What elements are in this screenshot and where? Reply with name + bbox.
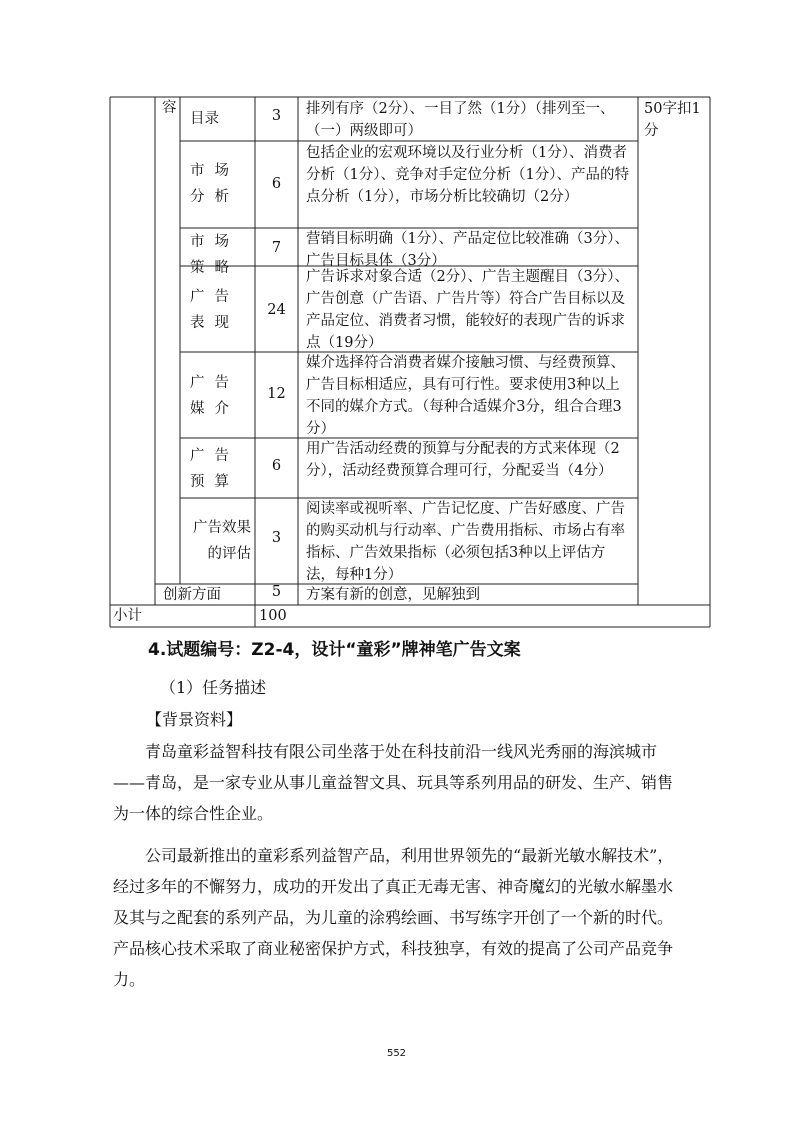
item-label: 广告预算 xyxy=(190,448,239,490)
innovation-criteria: 方案有新的创意，见解独到 xyxy=(306,587,480,603)
criteria-text: 广告诉求对象合适（2分）、广告主题醒目（3分）、广告创意（广告语、广告片等）符合广告目标以及产品定位、消费者习惯，能较好的表现广告的诉求点（19分） xyxy=(306,269,629,351)
background-heading: 【背景资料】 xyxy=(146,710,243,729)
criteria-text: 营销目标明确（1分）、产品定位比较准确（3分）、广告目标具体（3分） xyxy=(306,231,629,269)
criteria-text: 阅读率或视听率、广告记忆度、广告好感度、广告的购买动机与行动率、广告费用指标、市场占有率指标、广告效果指标（必须包括3种以上评估方法，每种1分） xyxy=(306,501,625,583)
innovation-score: 5 xyxy=(271,584,282,600)
score-value: 12 xyxy=(267,386,286,402)
subtotal-label: 小计 xyxy=(113,608,142,624)
criteria-text: 用广告活动经费的预算与分配表的方式来体现（2分），活动经费预算合理可行，分配妥当（4分） xyxy=(306,441,620,479)
section-heading: 4.试题编号：Z2-4，设计“童彩”牌神笔广告文案 xyxy=(148,640,521,660)
task-subheading: （1）任务描述 xyxy=(160,678,267,697)
item-label: 广告媒介 xyxy=(190,375,239,417)
innovation-label: 创新方面 xyxy=(163,587,221,603)
page-number: 552 xyxy=(386,1048,407,1059)
criteria-text: 排列有序（2分）、一目了然（1分）（排列至一、（一）两级即可） xyxy=(306,101,615,139)
item-label: 广告效果的评估 xyxy=(193,520,251,562)
score-value: 6 xyxy=(271,458,282,474)
item-label: 市场策略 xyxy=(190,234,239,276)
subtotal-score: 100 xyxy=(259,608,287,624)
item-label: 目录 xyxy=(190,111,219,127)
remark-text: 50字扣1分 xyxy=(644,101,701,139)
criteria-text: 媒介选择符合消费者媒介接触习惯、与经费预算、广告目标相适应，具有可行性。要求使用3种以上不同的媒介方式。（每种合适媒介3分，组合合理3分） xyxy=(306,355,625,437)
content-column-fragment: 容 xyxy=(162,100,177,116)
score-value: 3 xyxy=(271,530,282,546)
score-value: 3 xyxy=(271,108,282,124)
score-value: 6 xyxy=(271,176,282,192)
score-value: 7 xyxy=(271,240,282,256)
paragraph: 青岛童彩益智科技有限公司坐落于处在科技前沿一线风光秀丽的海滨城市——青岛，是一家专业从事儿童益智文具、玩具等系列用品的研发、生产、销售为一体的综合性企业。 xyxy=(113,742,674,823)
item-label: 广告表现 xyxy=(190,289,239,331)
score-value: 24 xyxy=(267,302,286,318)
item-label: 市场分析 xyxy=(190,163,239,205)
paragraph: 公司最新推出的童彩系列益智产品，利用世界领先的“最新光敏水解技术”，经过多年的不懈努力，成功的开发出了真正无毒无害、神奇魔幻的光敏水解墨水及其与之配套的系列产品，为儿童的涂鸦绘画、书写练字开创了一个新的时代。产品核心技术采取了商业秘密保护方式，科技独享，有效的提高了公司产品竞争力。 xyxy=(113,846,674,989)
criteria-text: 包括企业的宏观环境以及行业分析（1分）、消费者分析（1分）、竞争对手定位分析（1分）、产品的特点分析（1分），市场分析比较确切（2分） xyxy=(306,145,629,205)
